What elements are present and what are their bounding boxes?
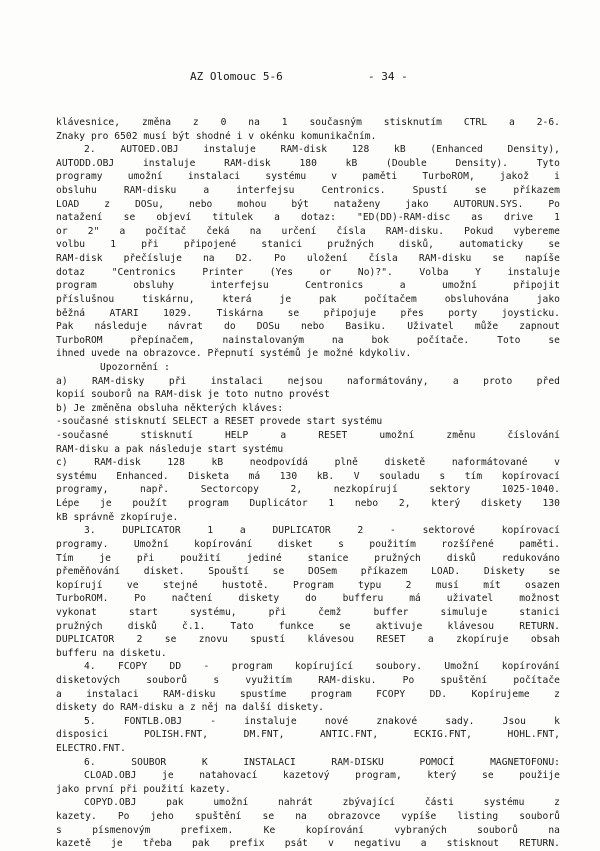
text-line: volbu 1 při připojené stanici pružných disků, automaticky se: [56, 239, 560, 251]
text-line: -současné stisknutí HELP a RESET umožní změnu číslování: [56, 430, 560, 442]
text-line: natažení se objeví titulek a dotaz: "ED(DD)-RAM-disc as drive 1: [56, 212, 560, 224]
text-line: kopírují ve stejné hustotě. Program typu 2 musí mít osazen: [56, 579, 560, 591]
text-line: program obsluhy interfejsu Centronics a umožní připojit: [56, 280, 560, 292]
page-number: - 34 -: [368, 70, 408, 83]
text-line: RAM-disk přečísluje na D2. Po uložení čísla RAM-disku se napíše: [56, 253, 560, 265]
text-line: CLOAD.OBJ je natahovací kazetový program, který se použije: [84, 770, 560, 782]
text-line: 3. DUPLICATOR 1 a DUPLICATOR 2 - sektorové kopírovací: [84, 525, 560, 537]
text-line: LOAD z DOSu, nebo mohou být nataženy jako AUTORUN.SYS. Po: [56, 198, 560, 210]
text-line: disposici POLISH.FNT, DM.FNT, ANTIC.FNT, ECKIG.FNT, HOHL.FNT,: [56, 729, 560, 741]
text-line: pružných disků č.1. Tato funkce se aktivuje klávesou RETURN.: [56, 620, 560, 632]
text-line: ELECTRO.FNT.: [56, 743, 126, 755]
text-line: 2. AUTOED.OBJ instaluje RAM-disk 128 kB (Enhanced Density),: [84, 144, 560, 156]
text-line: Znaky pro 6502 musí být shodné i v okénku komunikačním.: [56, 130, 377, 142]
text-line: s písmenovým prefixem. Ke kopírování vybraných souborů na: [56, 824, 560, 836]
page-header: [0, 70, 600, 86]
text-line: Tím je při použití jediné stanice pružných disků redukováno: [56, 552, 560, 564]
text-line: or 2" a počítač čeká na určení čísla RAM-disku. Pokud vybereme: [56, 225, 560, 237]
text-line: TurboROM přepínačem, nainstalovaným na bok počítače. Toto se: [56, 334, 560, 346]
text-line: AUTODD.OBJ instaluje RAM-disk 180 kB (Double Density). Tyto: [56, 157, 560, 169]
text-line: c) RAM-disk 128 kB neodpovídá plně disketě naformátované v: [56, 457, 560, 469]
text-line: 4. FCOPY DD - program kopírující soubory. Umožní kopírování: [84, 661, 560, 673]
text-line: programy, např. Sectorcopy 2, nezkopírují sektory 1025-1040.: [56, 484, 560, 496]
text-line: klávesnice, změna z 0 na 1 současným stisknutím CTRL a 2-6.: [56, 117, 560, 128]
text-line: běžná ATARI 1029. Tiskárna se připojuje přes porty joysticku.: [56, 307, 560, 319]
text-line: příslušnou tiskárnu, která je pak počítačem obsluhována jako: [56, 293, 560, 305]
text-line: -současné stisknutí SELECT a RESET provede start systému: [56, 416, 383, 428]
text-line: bufferu na disketu.: [56, 647, 167, 659]
text-line: a) RAM-disky při instalaci nejsou naformátovány, a proto před: [56, 375, 560, 387]
text-line: Lépe je použít program Duplicátor 1 nebo 2, který diskety 130: [56, 498, 560, 510]
text-line: Upozornění :: [100, 361, 170, 373]
text-line: dotaz "Centronics Printer (Yes or No)?". Volba Y instaluje: [56, 266, 560, 278]
text-line: vykonat start systému, při čemž buffer simuluje stanici: [56, 606, 560, 618]
text-line: kB správně zkopíruje.: [56, 511, 179, 523]
text-line: TurboROM. Po načtení diskety do bufferu má uživatel možnost: [56, 593, 560, 605]
text-line: b) Je změněna obsluha některých kláves:: [56, 402, 284, 414]
text-line: 6. SOUBOR K INSTALACI RAM-DISKU POMOCÍ MAGNETOFONU:: [84, 756, 560, 768]
text-line: Pak následuje návrat do DOSu nebo Basiku. Uživatel může zapnout: [56, 321, 560, 333]
text-line: RAM-disku a pak následuje start systému: [56, 443, 284, 455]
text-line: COPYD.OBJ pak umožní nahrát zbývající části systému z: [84, 797, 560, 809]
text-line: programy umožní instalaci systému v paměti TurboROM, jakož i: [56, 171, 560, 183]
text-line: kazetě je třeba pak prefix psát v negativu a stisknout RETURN.: [56, 838, 560, 850]
text-line: DUPLICATOR 2 se znovu spustí klávesou RESET a zkopíruje obsah: [56, 634, 560, 646]
text-line: ihned uvede na obrazovce. Přepnutí systémů je možné kdykoliv.: [56, 348, 412, 360]
body-text: [56, 116, 560, 851]
header-title: AZ Olomouc 5-6: [190, 70, 283, 83]
text-line: 5. FONTLB.OBJ - instaluje nové znakové sady. Jsou k: [84, 715, 560, 727]
text-line: systému Enhanced. Disketa má 130 kB. V souladu s tím kopírovací: [56, 470, 560, 482]
text-line: kopií souborů na RAM-disk je toto nutno provést: [56, 389, 330, 401]
text-line: diskety do RAM-disku a z něj na další diskety.: [56, 702, 324, 714]
text-line: obsluhu RAM-disku a interfejsu Centronics. Spustí se příkazem: [56, 185, 560, 197]
text-line: přeměňování disket. Spouští se DOSem příkazem LOAD. Diskety se: [56, 566, 560, 578]
text-line: disketových souborů s využitím RAM-disku. Po spuštění počítače: [56, 674, 560, 686]
text-line: a instalaci RAM-disku spustíme program FCOPY DD. Kopírujeme z: [56, 688, 560, 700]
text-line: programy. Umožní kopírování disket s použitím rozšířené paměti.: [56, 538, 560, 550]
text-line: jako první při použití kazety.: [56, 783, 231, 795]
text-line: kazety. Po jeho spuštění se na obrazovce vypíše listing souborů: [56, 811, 560, 823]
